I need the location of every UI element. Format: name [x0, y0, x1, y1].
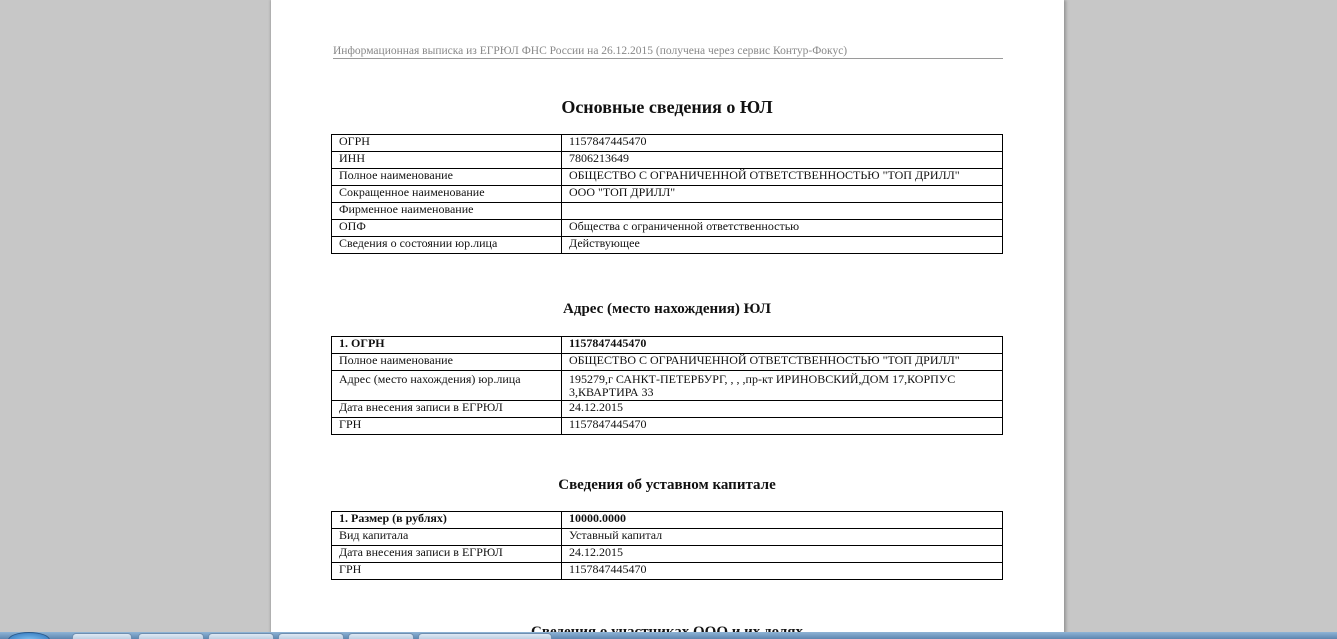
- row-label: ОГРН: [332, 135, 562, 152]
- taskbar: [0, 632, 1337, 639]
- row-value: 24.12.2015: [562, 401, 1003, 418]
- table-row: [332, 169, 1003, 186]
- row-label: Вид капитала: [332, 529, 562, 546]
- row-label: Фирменное наименование: [332, 203, 562, 220]
- table-row: [332, 203, 1003, 220]
- row-value: 1157847445470: [562, 337, 1003, 354]
- row-label: Дата внесения записи в ЕГРЮЛ: [332, 546, 562, 563]
- table-row: [332, 152, 1003, 169]
- row-label: 1. ОГРН: [332, 337, 562, 354]
- address-table: [331, 336, 1003, 435]
- taskbar-button[interactable]: [72, 633, 132, 639]
- row-value: 7806213649: [562, 152, 1003, 169]
- row-label: Сведения о состоянии юр.лица: [332, 237, 562, 254]
- taskbar-button[interactable]: [138, 633, 204, 639]
- row-value: ОБЩЕСТВО С ОГРАНИЧЕННОЙ ОТВЕТСТВЕННОСТЬЮ "ТОП ДРИЛЛ": [562, 169, 1003, 186]
- row-label: ГРН: [332, 563, 562, 580]
- row-value: Действующее: [562, 237, 1003, 254]
- taskbar-button[interactable]: [208, 633, 274, 639]
- row-value: ОБЩЕСТВО С ОГРАНИЧЕННОЙ ОТВЕТСТВЕННОСТЬЮ "ТОП ДРИЛЛ": [562, 354, 1003, 371]
- capital-table: [331, 511, 1003, 580]
- table-row: [332, 354, 1003, 371]
- row-label: ИНН: [332, 152, 562, 169]
- table-row: [332, 337, 1003, 354]
- table-row: [332, 401, 1003, 418]
- table-row: [332, 529, 1003, 546]
- row-label: Дата внесения записи в ЕГРЮЛ: [332, 401, 562, 418]
- row-label: Полное наименование: [332, 354, 562, 371]
- row-label: 1. Размер (в рублях): [332, 512, 562, 529]
- row-value: 10000.0000: [562, 512, 1003, 529]
- document-header: Информационная выписка из ЕГРЮЛ ФНС России на 26.12.2015 (получена через сервис Контур-Фокус): [333, 44, 1003, 59]
- row-label: Полное наименование: [332, 169, 562, 186]
- table-row: [332, 546, 1003, 563]
- taskbar-button[interactable]: [348, 633, 414, 639]
- row-label: ГРН: [332, 418, 562, 435]
- table-row: [332, 220, 1003, 237]
- row-value: Уставный капитал: [562, 529, 1003, 546]
- table-row: [332, 135, 1003, 152]
- taskbar-button[interactable]: [418, 633, 552, 639]
- row-value: 24.12.2015: [562, 546, 1003, 563]
- table-row: [332, 563, 1003, 580]
- table-row: [332, 237, 1003, 254]
- document-page: [271, 0, 1064, 639]
- row-value: ООО "ТОП ДРИЛЛ": [562, 186, 1003, 203]
- table-row: [332, 512, 1003, 529]
- row-value: Общества с ограниченной ответственностью: [562, 220, 1003, 237]
- section-title-capital: Сведения об уставном капитале: [558, 477, 776, 493]
- row-label: ОПФ: [332, 220, 562, 237]
- table-row: [332, 371, 1003, 401]
- main-info-table: [331, 134, 1003, 254]
- section-title-address: Адрес (место нахождения) ЮЛ: [563, 301, 771, 317]
- table-row: [332, 418, 1003, 435]
- table-row: [332, 186, 1003, 203]
- row-label: Адрес (место нахождения) юр.лица: [332, 371, 562, 401]
- row-value: 195279,г САНКТ-ПЕТЕРБУРГ, , , ,пр-кт ИРИНОВСКИЙ,ДОМ 17,КОРПУС 3,КВАРТИРА 33: [562, 371, 1003, 401]
- row-value: [562, 203, 1003, 220]
- row-value: 1157847445470: [562, 563, 1003, 580]
- section-title-main-info: Основные сведения о ЮЛ: [561, 97, 773, 117]
- start-button[interactable]: [8, 632, 50, 639]
- row-value: 1157847445470: [562, 418, 1003, 435]
- row-label: Сокращенное наименование: [332, 186, 562, 203]
- row-value: 1157847445470: [562, 135, 1003, 152]
- taskbar-button[interactable]: [278, 633, 344, 639]
